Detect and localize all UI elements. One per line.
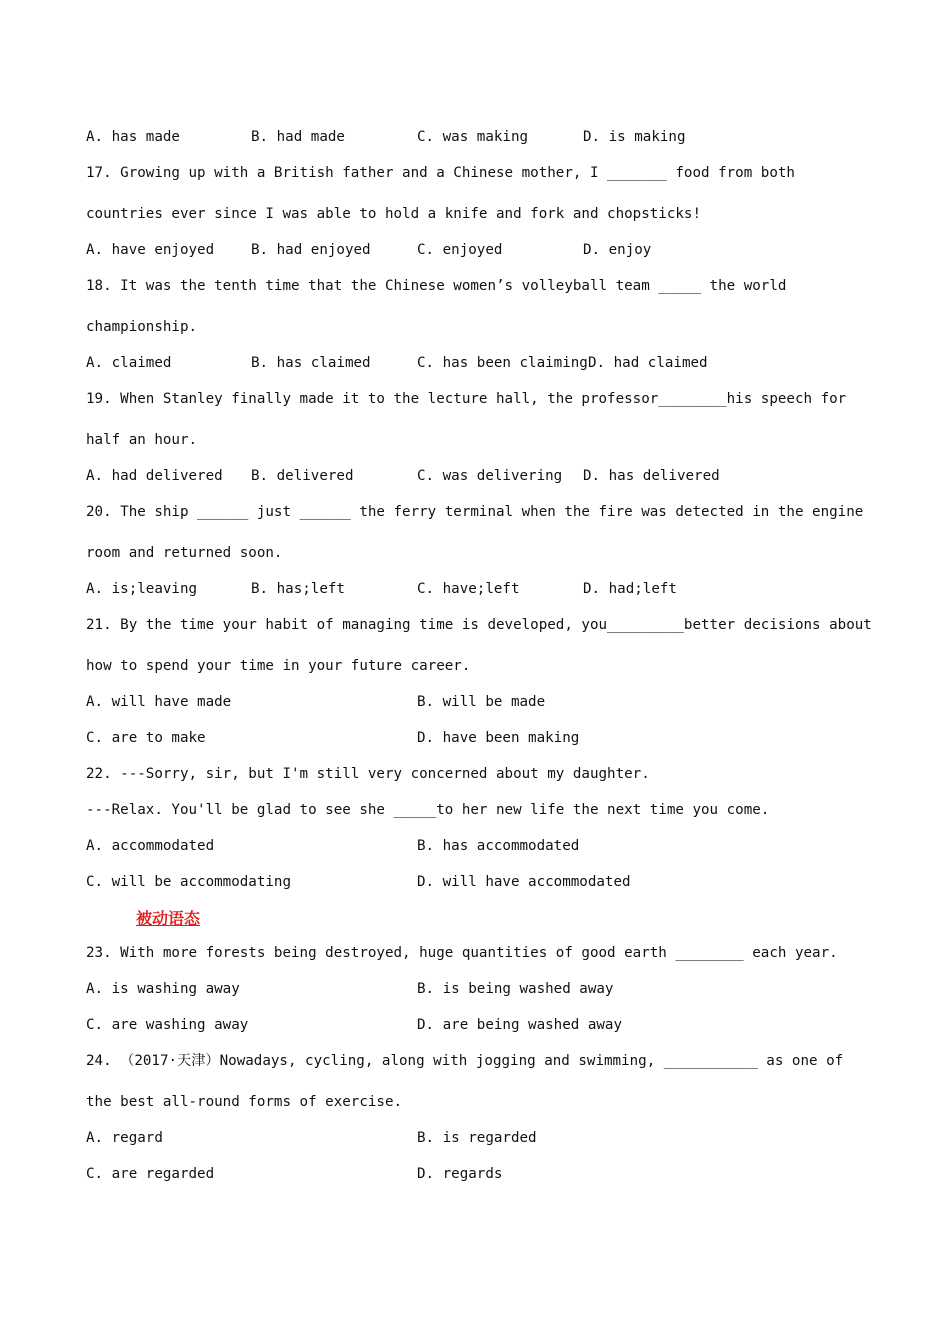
q24-option-d: D. regards [417,1166,503,1182]
q22-option-a: A. accommodated [86,838,215,854]
q18-stem-line-1: 18. It was the tenth time that the Chinese women’s volleyball team _____ the world [86,278,787,294]
q20-stem-line-2: room and returned soon. [86,545,283,561]
q18-option-d: D. had claimed [588,355,708,371]
q17-stem-line-1: 17. Growing up with a British father and a Chinese mother, I _______ food from both [86,165,795,181]
q20-option-b: B. has;left [251,581,345,597]
q21-option-b: B. will be made [417,694,546,710]
q17-option-d: D. enjoy [583,242,652,258]
q20-option-d: D. had;left [583,581,677,597]
q23-option-c: C. are washing away [86,1017,249,1033]
q20-option-c: C. have;left [417,581,520,597]
q17-option-c: C. enjoyed [417,242,503,258]
q17-option-b: B. had enjoyed [251,242,371,258]
q22-stem-line-1: 22. ---Sorry, sir, but I'm still very concerned about my daughter. [86,766,650,782]
q21-stem-line-1: 21. By the time your habit of managing time is developed, you_________better decisions about [86,617,872,633]
q22-option-b: B. has accommodated [417,838,580,854]
q21-stem-line-2: how to spend your time in your future career. [86,658,471,674]
q20-option-a: A. is;leaving [86,581,198,597]
q17-option-a: A. have enjoyed [86,242,215,258]
q24-stem-line-2: the best all-round forms of exercise. [86,1094,403,1110]
q18-stem-line-2: championship. [86,319,198,335]
q19-option-c: C. was delivering [417,468,563,484]
q18-option-a: A. claimed [86,355,172,371]
q23-option-a: A. is washing away [86,981,240,997]
section-title-passive-voice: 被动语态 [136,909,201,928]
q19-option-b: B. delivered [251,468,354,484]
q17-stem-line-2: countries ever since I was able to hold a knife and fork and chopsticks! [86,206,701,222]
q21-option-c: C. are to make [86,730,206,746]
q18-option-b: B. has claimed [251,355,371,371]
q19-option-d: D. has delivered [583,468,720,484]
q23-option-b: B. is being washed away [417,981,614,997]
q22-option-c: C. will be accommodating [86,874,291,890]
q21-option-d: D. have been making [417,730,580,746]
q16-option-d: D. is making [583,129,686,145]
q16-option-a: A. has made [86,129,180,145]
q21-option-a: A. will have made [86,694,232,710]
q19-stem-line-1: 19. When Stanley finally made it to the lecture hall, the professor________his speech for [86,391,847,407]
q24-option-a: A. regard [86,1130,163,1146]
q22-stem-line-2: ---Relax. You'll be glad to see she _____to her new life the next time you come. [86,802,770,818]
q19-option-a: A. had delivered [86,468,223,484]
q19-stem-line-2: half an hour. [86,432,198,448]
q24-option-c: C. are regarded [86,1166,215,1182]
q16-option-b: B. had made [251,129,345,145]
q23-option-d: D. are being washed away [417,1017,622,1033]
q20-stem-line-1: 20. The ship ______ just ______ the ferry terminal when the fire was detected in the engine [86,504,864,520]
q18-option-c: C. has been claiming [417,355,588,371]
q23-stem-line-1: 23. With more forests being destroyed, huge quantities of good earth ________ each year. [86,945,838,961]
q24-stem-line-1: 24. （2017·天津）Nowadays, cycling, along with jogging and swimming, ___________ as one of [86,1053,844,1069]
q22-option-d: D. will have accommodated [417,874,631,890]
q16-option-c: C. was making [417,129,529,145]
q24-option-b: B. is regarded [417,1130,537,1146]
